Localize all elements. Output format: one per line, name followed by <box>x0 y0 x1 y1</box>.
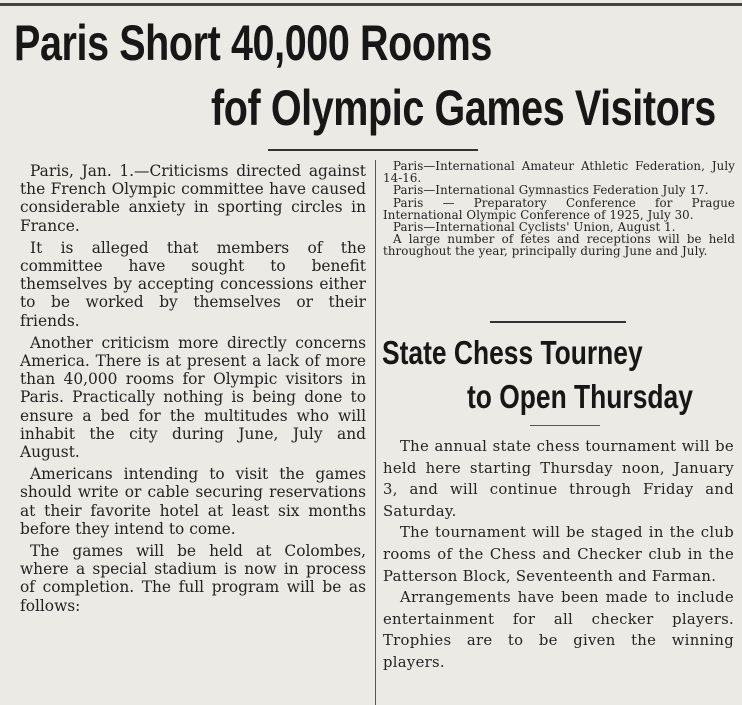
second-headline-line-1: State Chess Tourney <box>382 334 643 371</box>
headline-line-1: Paris Short 40,000 Rooms <box>14 15 492 71</box>
program-item: Paris—International Amateur Athletic Federation, July 14-16. <box>383 159 735 186</box>
article-paragraph: Arrangements have been made to include entertainment for all checker players. Trophies are to be given the winning players. <box>383 589 734 671</box>
left-column <box>20 162 366 619</box>
article-paragraph: The tournament will be staged in the club rooms of the Chess and Checker club in the Patterson Block, Seventeenth and Farman. <box>383 524 734 585</box>
article-paragraph: The games will be held at Colombes, where a special stadium is now in process of completion. The full program will be as follows: <box>20 542 366 615</box>
headline-rule <box>268 149 478 151</box>
program-item: Paris—International Gymnastics Federation July 17. <box>393 183 709 198</box>
article-paragraph: Americans intending to visit the games should write or cable securing reservations at their favorite hotel at least six months before they intend to come. <box>20 465 366 538</box>
column-divider <box>375 160 376 705</box>
second-headline-line-2: to Open Thursday <box>467 378 693 415</box>
headline-line-2: fof Olympic Games Visitors <box>211 80 716 136</box>
top-rule <box>0 3 742 6</box>
program-item: A large number of fetes and receptions will be held throughout the year, principally during June and July. <box>383 232 735 259</box>
program-item: Paris — Preparatory Conference for Prague International Olympic Conference of 1925, July 30. <box>383 195 735 222</box>
second-headline-rule <box>530 425 600 426</box>
article-paragraph: The annual state chess tournament will be held here starting Thursday noon, January 3, and will continue through Friday and Saturday. <box>383 438 734 520</box>
article-paragraph: It is alleged that members of the committee have sought to benefit themselves by accepting concessions either to be worked by themselves or their friends. <box>20 238 366 330</box>
section-rule <box>490 321 626 323</box>
chess-article-body <box>383 436 734 674</box>
program-item: Paris—International Cyclists' Union, August 1. <box>393 220 676 235</box>
program-list <box>383 160 735 258</box>
article-paragraph: Paris, Jan. 1.—Criticisms directed against the French Olympic committee have caused considerable anxiety in sporting circles in France. <box>20 162 366 235</box>
article-paragraph: Another criticism more directly concerns America. There is at present a lack of more than 40,000 rooms for Olympic visitors in Paris. Practically nothing is being done to ensure a bed for the multitudes who will inhabit the city during June, July and August. <box>20 333 366 462</box>
